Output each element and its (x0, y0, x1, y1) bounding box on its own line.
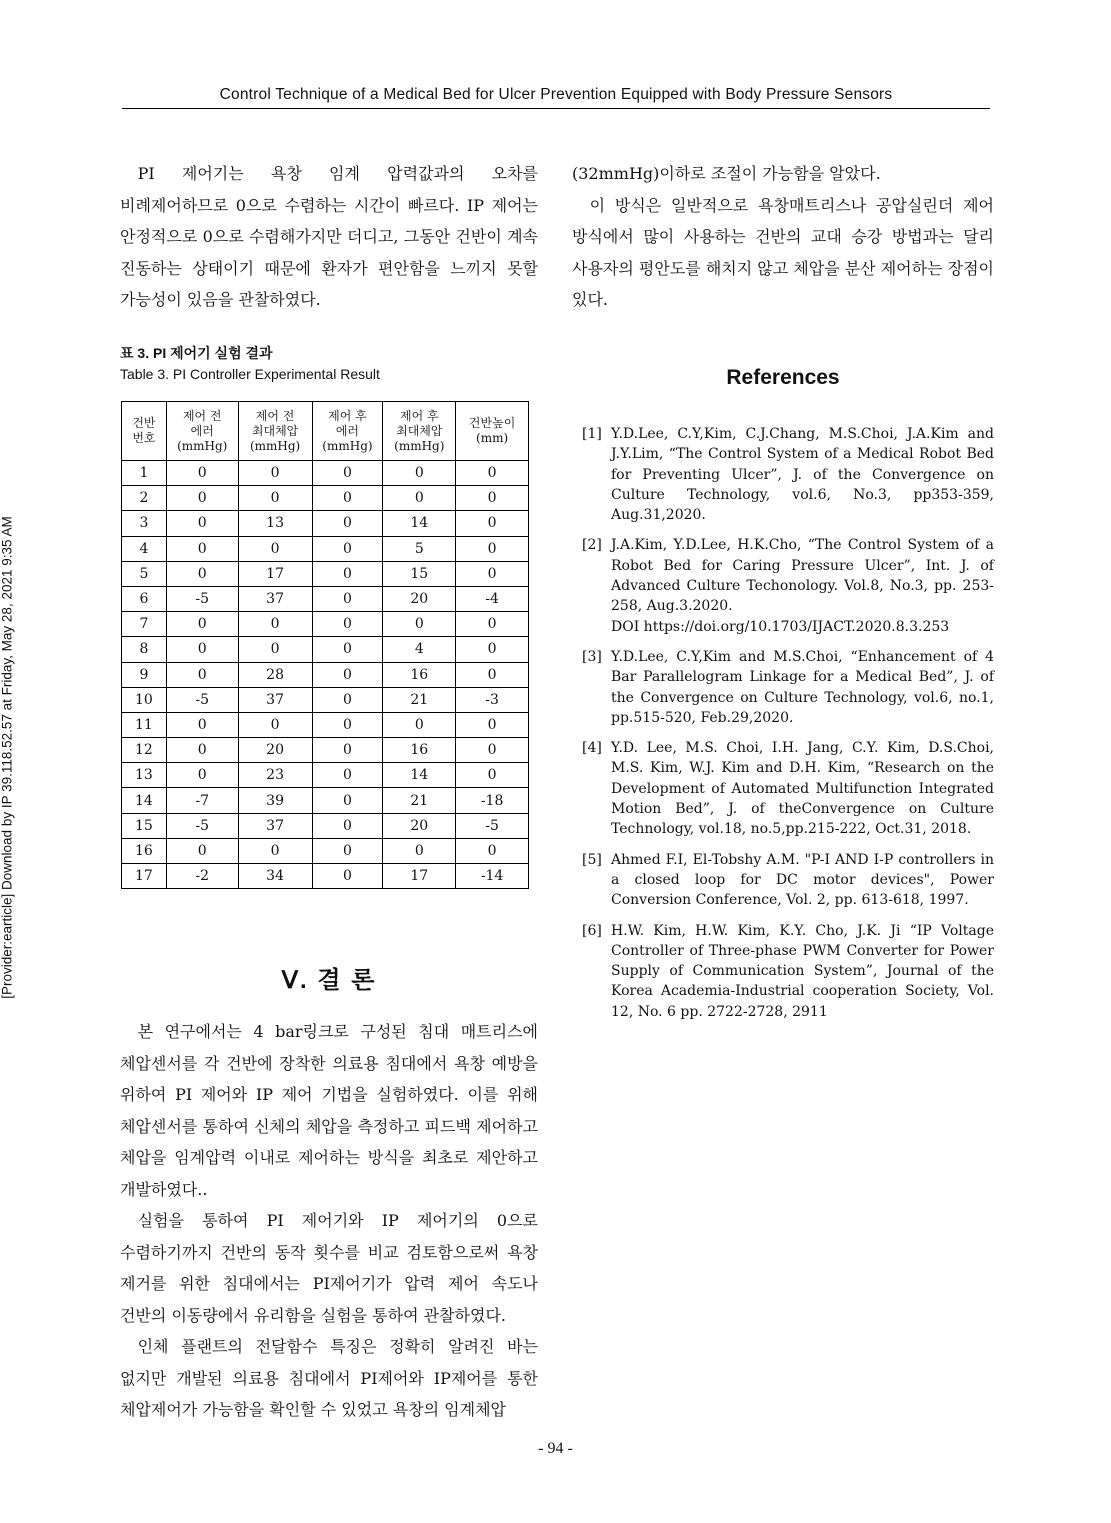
table-cell: 12 (122, 738, 167, 763)
table-cell: 13 (238, 511, 312, 536)
reference-text: J.A.Kim, Y.D.Lee, H.K.Cho, “The Control System of a Robot Bed for Caring Pressure Ulcer”, Int. J. of Advanced Culture Techonology. Vol.8, No.3, pp. 253-258, Aug.3.2020. (611, 537, 994, 615)
table-cell: 6 (122, 586, 167, 611)
table-cell: 0 (312, 536, 383, 561)
table-cell: 0 (238, 838, 312, 863)
table-cell: 17 (122, 864, 167, 889)
table-cell: 0 (238, 612, 312, 637)
col-header-post-max-pressure: 제어 후 최대체압 (mmHg) (383, 402, 456, 461)
reference-number: [1] (582, 426, 602, 442)
reference-text: H.W. Kim, H.W. Kim, K.Y. Cho, J.K. Ji “IP Voltage Controller of Three-phase PWM Converter for Power Supply of Communication System”, Journal of the Korea Academia-Industrial cooperation Society, Vol. 12, No. 6 pp. 2722-2728, 2911 (611, 922, 994, 1020)
table-body (122, 461, 529, 889)
table-cell: 0 (312, 511, 383, 536)
table-cell: 14 (122, 788, 167, 813)
table-cell: -14 (456, 864, 529, 889)
table-cell: 0 (238, 712, 312, 737)
table-row (122, 813, 529, 838)
table-row (122, 864, 529, 889)
table-cell: 0 (456, 662, 529, 687)
table-cell: 16 (383, 662, 456, 687)
table-cell: -5 (166, 813, 238, 838)
reference-text: Y.D. Lee, M.S. Choi, I.H. Jang, C.Y. Kim, D.S.Choi, M.S. Kim, W.J. Kim and D.H. Kim, “Research on the Development of Automated Multifunction Integrated Motion Bed”, J. of theConvergence on Culture Technology, vol.18, no.5,pp.215-222, Oct.31, 2018. (611, 740, 994, 838)
table-row (122, 637, 529, 662)
table-row (122, 561, 529, 586)
table-cell: 0 (166, 712, 238, 737)
reference-doi: DOI https://doi.org/10.1703/IJACT.2020.8.3.253 (611, 618, 950, 635)
table-row (122, 486, 529, 511)
table-cell: 0 (312, 813, 383, 838)
table-cell: 4 (122, 536, 167, 561)
table-row (122, 712, 529, 737)
reference-text: Y.D.Lee, C.Y,Kim, C.J.Chang, M.S.Choi, J.A.Kim and J.Y.Lim, “The Control System of a Medical Robot Bed for Preventing Ulcer”, J. of the Convergence on Culture Technology, vol.6, No.3, pp353-359, Aug.31,2020. (611, 426, 994, 524)
table-row (122, 763, 529, 788)
table-cell: 4 (383, 637, 456, 662)
table-cell: 16 (383, 738, 456, 763)
table-cell: -7 (166, 788, 238, 813)
table-cell: 0 (166, 612, 238, 637)
table-cell: 7 (122, 612, 167, 637)
table-cell: 23 (238, 763, 312, 788)
col-header-key-number: 건반 번호 (122, 402, 167, 461)
col-header-pre-max-pressure: 제어 전 최대체압 (mmHg) (238, 402, 312, 461)
col-header-post-error: 제어 후 에러 (mmHg) (312, 402, 383, 461)
table-cell: 0 (166, 561, 238, 586)
reference-number: [2] (582, 537, 602, 554)
table-row (122, 738, 529, 763)
table-caption-en: Table 3. PI Controller Experimental Result (120, 366, 380, 382)
table-cell: 0 (166, 486, 238, 511)
table-cell: 28 (238, 662, 312, 687)
reference-number: [6] (582, 922, 602, 939)
table-cell: 37 (238, 813, 312, 838)
table-cell: 11 (122, 712, 167, 737)
section-title-references: References (726, 366, 840, 389)
table-cell: 21 (383, 687, 456, 712)
table-cell: 20 (383, 813, 456, 838)
table-cell: 10 (122, 687, 167, 712)
table-cell: -3 (456, 687, 529, 712)
table-cell: 0 (456, 536, 529, 561)
download-watermark: [Provider:earticle] Download by IP 39.118.52.57 at Friday, May 28, 2021 9:35 AM (0, 516, 15, 999)
table-cell: 15 (122, 813, 167, 838)
section-title-conclusion: Ⅴ. 결 론 (281, 967, 377, 994)
table-cell: 14 (383, 763, 456, 788)
table-cell: 0 (312, 788, 383, 813)
left-column-bottom (120, 1016, 538, 1426)
table-row (122, 536, 529, 561)
table-cell: -4 (456, 586, 529, 611)
table-cell: 0 (383, 838, 456, 863)
table-cell: 0 (456, 637, 529, 662)
table-row (122, 612, 529, 637)
table-cell: 0 (456, 763, 529, 788)
table-cell: 0 (312, 662, 383, 687)
col-header-pre-error: 제어 전 에러 (mmHg) (166, 402, 238, 461)
table-cell: 0 (166, 536, 238, 561)
results-table (121, 401, 529, 889)
table-cell: 17 (238, 561, 312, 586)
body-paragraph: PI 제어기는 욕창 임계 압력값과의 오차를 비례제어하므로 0으로 수렴하는 시간이 빠르다. IP 제어는 안정적으로 0으로 수렴해가지만 더디고, 그동안 건반이 계속 진동하는 상태이기 때문에 환자가 편안함을 느끼지 못할 가능성이 있음을 관찰하였다. (120, 164, 538, 309)
reference-item (582, 738, 994, 839)
table-row (122, 586, 529, 611)
table-cell: 0 (383, 461, 456, 486)
reference-text: Ahmed F.I, El-Tobshy A.M. "P-I AND I-P controllers in a closed loop for DC motor devices", Power Conversion Conference, Vol. 2, pp. 613-618, 1997. (611, 851, 994, 909)
table-cell: 16 (122, 838, 167, 863)
table-cell: -5 (166, 586, 238, 611)
table-cell: 0 (383, 612, 456, 637)
reference-item (582, 921, 994, 1022)
table-caption-ko: 표 3. PI 제어기 실험 결과 (120, 345, 273, 361)
table-cell: -2 (166, 864, 238, 889)
table-header-row (122, 402, 529, 461)
reference-item (582, 424, 994, 525)
table-cell: 8 (122, 637, 167, 662)
table-row (122, 687, 529, 712)
table-cell: 39 (238, 788, 312, 813)
table-cell: 0 (312, 612, 383, 637)
table-row (122, 662, 529, 687)
table-cell: 0 (383, 486, 456, 511)
table-cell: 0 (456, 511, 529, 536)
body-paragraph: 이 방식은 일반적으로 욕창매트리스나 공압실린더 제어 방식에서 많이 사용하는 건반의 교대 승강 방법과는 달리 사용자의 평안도를 해치지 않고 체압을 분산 제어하는 장점이 있다. (572, 195, 995, 309)
table-cell: 0 (312, 864, 383, 889)
left-column-top (120, 158, 538, 316)
page-number: - 94 - (538, 1440, 573, 1457)
body-paragraph: 본 연구에서는 4 bar링크로 구성된 침대 매트리스에 체압센서를 각 건반에 장착한 의료용 침대에서 욕창 예방을 위하여 PI 제어와 IP 제어 기법을 실험하였다. 이를 위해 체압센서를 통하여 신체의 체압을 측정하고 피드백 제어하고 체압을 임계압력 이내로 제어하는 방식을 최초로 제안하고 개발하였다.. (120, 1022, 538, 1199)
table-cell: 0 (456, 486, 529, 511)
table-cell: 0 (383, 712, 456, 737)
table-cell: 0 (312, 712, 383, 737)
body-paragraph: 인체 플랜트의 전달함수 특징은 정확히 알려진 바는 없지만 개발된 의료용 침대에서 PI제어와 IP제어를 통한 체압제어가 가능함을 확인할 수 있었고 욕창의 임계체압 (120, 1337, 538, 1419)
reference-number: [5] (582, 851, 602, 868)
table-cell: 0 (312, 461, 383, 486)
table-cell: 9 (122, 662, 167, 687)
table-cell: 37 (238, 687, 312, 712)
col-header-key-height: 건반높이 (mm) (456, 402, 529, 461)
table-cell: 0 (238, 536, 312, 561)
table-cell: 13 (122, 763, 167, 788)
table-cell: 17 (383, 864, 456, 889)
table-cell: 21 (383, 788, 456, 813)
running-header: Control Technique of a Medical Bed for Ulcer Prevention Equipped with Body Pressure Sensors (122, 86, 990, 109)
table-row (122, 461, 529, 486)
table-cell: 0 (312, 586, 383, 611)
table-cell: 14 (383, 511, 456, 536)
table-cell: 0 (166, 662, 238, 687)
table-cell: 0 (166, 838, 238, 863)
reference-number: [3] (582, 648, 602, 665)
reference-item (582, 647, 994, 728)
table-cell: 0 (456, 838, 529, 863)
table-cell: 0 (166, 763, 238, 788)
table-cell: 5 (122, 561, 167, 586)
table-cell: 0 (238, 461, 312, 486)
table-cell: 0 (166, 511, 238, 536)
table-cell: 5 (383, 536, 456, 561)
table-cell: 0 (312, 637, 383, 662)
reference-list (582, 424, 994, 1032)
table-cell: 20 (383, 586, 456, 611)
table-cell: 0 (312, 561, 383, 586)
table-cell: -5 (456, 813, 529, 838)
table-cell: 2 (122, 486, 167, 511)
table-cell: 15 (383, 561, 456, 586)
table-cell: 0 (238, 637, 312, 662)
table-cell: 0 (456, 461, 529, 486)
reference-item (582, 535, 994, 636)
table-cell: 20 (238, 738, 312, 763)
body-paragraph: 실험을 통하여 PI 제어기와 IP 제어기의 0으로 수렴하기까지 건반의 동작 횟수를 비교 검토함으로써 욕창 제거를 위한 침대에서는 PI제어기가 압력 제어 속도나 건반의 이동량에서 유리함을 실험을 통하여 관찰하였다. (120, 1211, 538, 1325)
table-caption (120, 343, 380, 385)
reference-number: [4] (582, 740, 602, 757)
table-cell: 0 (166, 637, 238, 662)
table-cell: 0 (312, 486, 383, 511)
table-cell: 0 (312, 738, 383, 763)
table-cell: 3 (122, 511, 167, 536)
body-paragraph: (32mmHg)이하로 조절이 가능함을 알았다. (572, 164, 881, 183)
table-cell: 0 (456, 712, 529, 737)
reference-text: Y.D.Lee, C.Y,Kim and M.S.Choi, “Enhancement of 4 Bar Parallelogram Linkage for a Medical Bed”, J. of the Convergence on Culture Technology, vol.6, no.1, pp.515-520, Feb.29,2020. (611, 648, 994, 726)
table-cell: 0 (456, 738, 529, 763)
table-row (122, 788, 529, 813)
table-cell: -5 (166, 687, 238, 712)
table-cell: 0 (312, 838, 383, 863)
table-cell: 0 (456, 612, 529, 637)
table-row (122, 511, 529, 536)
table-cell: -18 (456, 788, 529, 813)
table-cell: 0 (312, 763, 383, 788)
table-cell: 0 (166, 738, 238, 763)
table-cell: 0 (166, 461, 238, 486)
reference-item (582, 850, 994, 911)
right-column-top (572, 158, 994, 316)
table-cell: 0 (456, 561, 529, 586)
table-cell: 0 (238, 486, 312, 511)
table-cell: 34 (238, 864, 312, 889)
table-cell: 37 (238, 586, 312, 611)
table-cell: 0 (312, 687, 383, 712)
table-row (122, 838, 529, 863)
table-cell: 1 (122, 461, 167, 486)
